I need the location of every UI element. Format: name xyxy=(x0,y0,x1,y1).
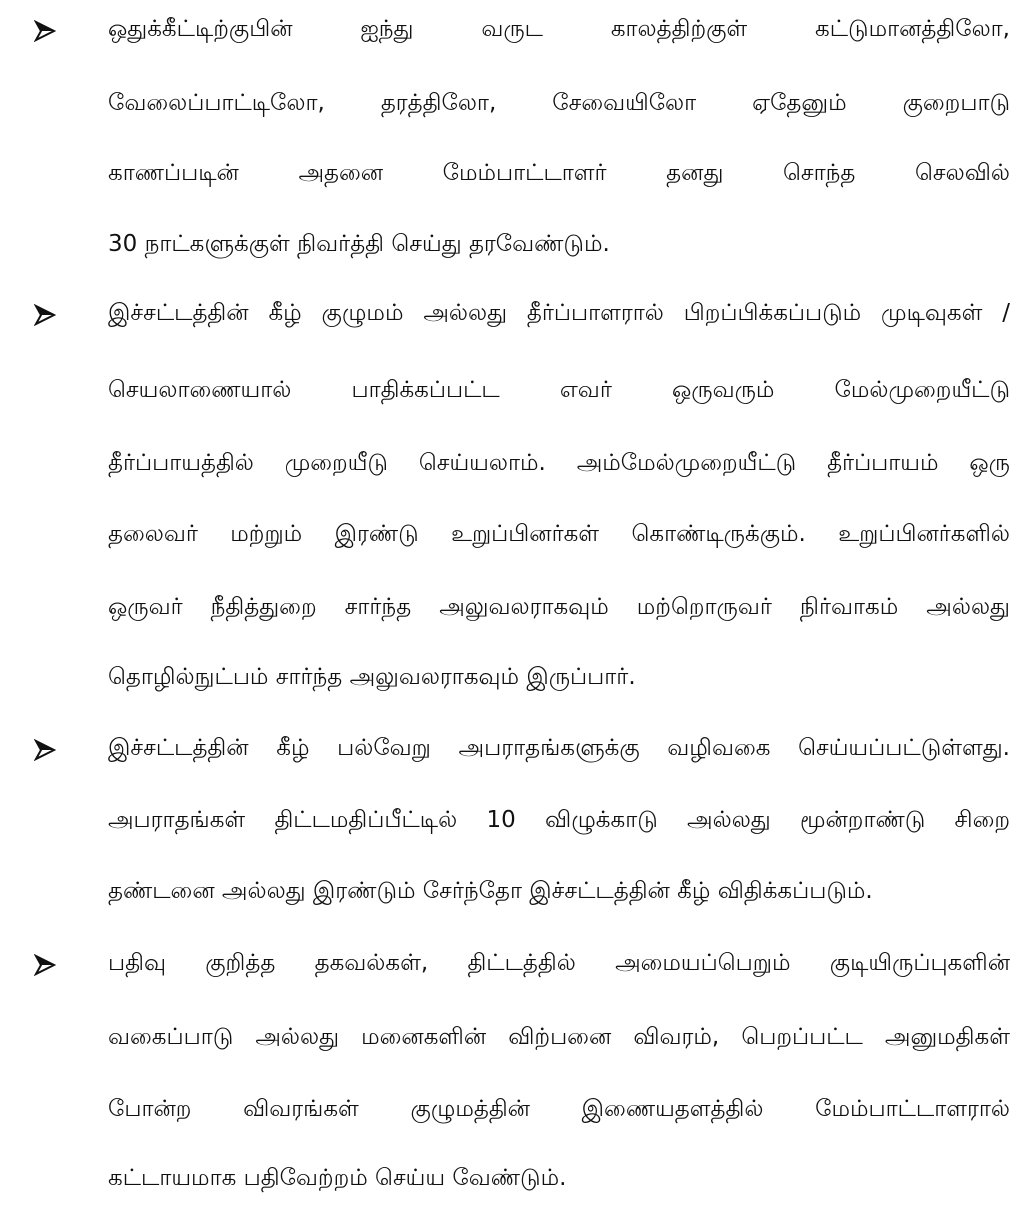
paragraph-line: இச்சட்டத்தின் கீழ் குழுமம் அல்லது தீர்ப்பாளரால் பிறப்பிக்கப்படும் முடிவுகள் / xyxy=(108,300,1010,326)
paragraph-line: செயலாணையால் பாதிக்கப்பட்ட எவர் ஒருவரும் மேல்முறையீட்டு xyxy=(108,377,1010,403)
paragraph-line: பதிவு குறித்த தகவல்கள், திட்டத்தில் அமையப்பெறும் குடியிருப்புகளின் xyxy=(108,950,1010,976)
arrowhead-bullet-icon xyxy=(34,20,56,42)
paragraph-line: வேலைப்பாட்டிலோ, தரத்திலோ, சேவையிலோ ஏதேனும் குறைபாடு xyxy=(108,90,1010,116)
paragraph-line: தண்டனை அல்லது இரண்டும் சேர்ந்தோ இச்சட்டத்தின் கீழ் விதிக்கப்படும். xyxy=(108,878,873,904)
paragraph-line: தீர்ப்பாயத்தில் முறையீடு செய்யலாம். அம்மேல்முறையீட்டு தீர்ப்பாயம் ஒரு xyxy=(108,450,1010,476)
arrowhead-bullet-icon xyxy=(34,739,56,761)
paragraph-line: ஒருவர் நீதித்துறை சார்ந்த அலுவலராகவும் மற்றொருவர் நிர்வாகம் அல்லது xyxy=(108,594,1010,620)
paragraph-line: 30 நாட்களுக்குள் நிவர்த்தி செய்து தரவேண்டும். xyxy=(108,231,610,257)
arrowhead-bullet-icon xyxy=(34,954,56,976)
paragraph-line: வகைப்பாடு அல்லது மனைகளின் விற்பனை விவரம், பெறப்பட்ட அனுமதிகள் xyxy=(108,1024,1010,1050)
paragraph-line: இச்சட்டத்தின் கீழ் பல்வேறு அபராதங்களுக்கு வழிவகை செய்யப்பட்டுள்ளது. xyxy=(108,735,1010,761)
arrowhead-bullet-icon xyxy=(34,304,56,326)
paragraph-line: தொழில்நுட்பம் சார்ந்த அலுவலராகவும் இருப்பார். xyxy=(108,664,636,690)
paragraph-line: காணப்படின் அதனை மேம்பாட்டாளர் தனது சொந்த செலவில் xyxy=(108,160,1010,186)
paragraph-line: அபராதங்கள் திட்டமதிப்பீட்டில் 10 விழுக்காடு அல்லது மூன்றாண்டு சிறை xyxy=(108,807,1010,833)
paragraph-line: தலைவர் மற்றும் இரண்டு உறுப்பினர்கள் கொண்டிருக்கும். உறுப்பினர்களில் xyxy=(108,521,1010,547)
paragraph-line: ஒதுக்கீட்டிற்குபின் ஐந்து வருட காலத்திற்குள் கட்டுமானத்திலோ, xyxy=(108,16,1010,42)
paragraph-line: கட்டாயமாக பதிவேற்றம் செய்ய வேண்டும். xyxy=(108,1165,567,1191)
paragraph-line: போன்ற விவரங்கள் குழுமத்தின் இணையதளத்தில் மேம்பாட்டாளரால் xyxy=(108,1096,1010,1122)
